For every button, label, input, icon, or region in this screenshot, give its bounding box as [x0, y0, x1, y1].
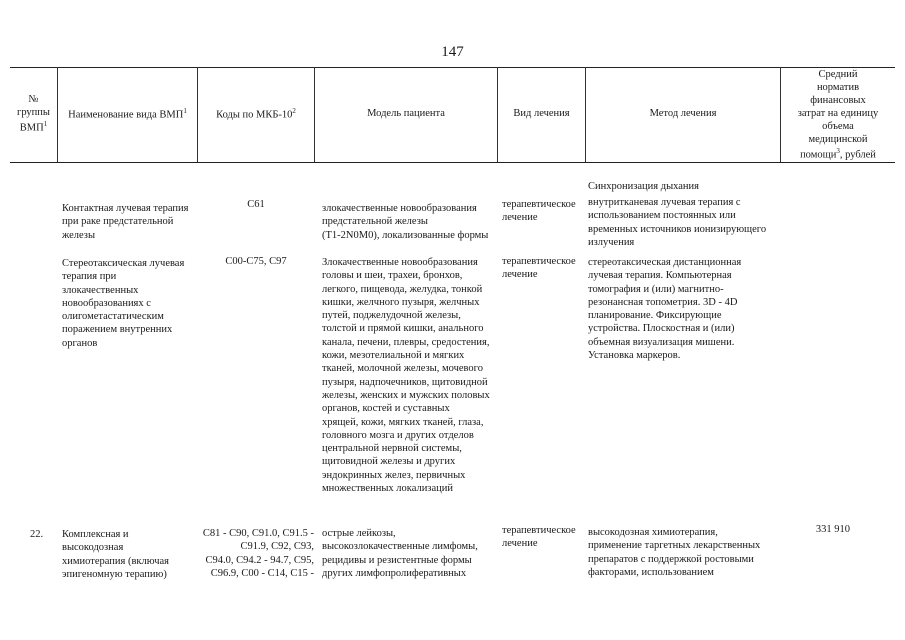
table-row-method: стереотаксическая дистанционная лучевая терапия. Компьютерная томография и (или) магнитно- резонансная топометрия. 3D - 4D планирование. Фиксирующие устройства. Плоскостная и (или) объемная визуализация мишени. Установка маркеров. [588, 257, 742, 362]
table-row-model: злокачественные новообразования предстательной железы (T1-2N0M0), локализованные формы [322, 203, 489, 241]
page-number: 147 [441, 44, 464, 60]
method-continuation: Синхронизация дыхания [588, 181, 699, 192]
header-vmp-name: Наименование вида ВМП$^1$ [68, 106, 187, 121]
table-row-name: Контактная лучевая терапия при раке предстательной железы [62, 203, 189, 241]
header-treatment-type: Вид лечения [513, 108, 570, 120]
table-row-codes: C81 - C90, C91.0, C91.5 - C91.9, C92, C93, C94.0, C94.2 - 94.7, C95, C96.9, C00 - C14, C15 - [202, 528, 314, 579]
table-row-name: Комплексная и высокодозная химиотерапия (включая эпигеномную терапию) [62, 529, 169, 580]
header-icd-codes: Коды по МКБ-$10^2$ [216, 106, 296, 121]
table-row-codes: C00-C75, C97 [225, 256, 287, 267]
header-bottom-rule [10, 162, 895, 163]
table-row-model: острые лейкозы, высокозлокачественные лимфомы, рецидивы и резистентные формы других лимфопролиферативных [322, 528, 478, 579]
table-row-cost: 331 910 [815, 524, 850, 535]
header-treatment-method: Метод лечения [649, 108, 717, 120]
header-group-number: № группы ВМП$^1$ [17, 94, 50, 134]
header-average-cost: Средний норматив финансовых затрат на единицу объема медицинской помощи$^3$, рублей [797, 68, 879, 161]
table-row-codes: C61 [247, 199, 265, 210]
table-row-treatment: терапевтическое лечение [502, 256, 576, 281]
table-row-method: высокодозная химиотерапия, применение таргетных лекарственных препаратов с поддержкой ростовыми факторами, использованием [588, 527, 761, 578]
table-row-group-number: 22. [30, 529, 44, 540]
table-row-model: Злокачественные новообразования головы и шеи, трахеи, бронхов, легкого, пищевода, желудка, тонкой кишки, желчного пузыря, желчных путей, поджелудочной железы, толстой и прямой кишки, анального канала, печени, плевры, средостения, кожи, мезотелиальной и мягких тканей, молочной железы, мочевого пузыря, надпочечников, щитовидной железы, женских и мужских половых органов, костей и суставных хрящей, кожи, мягких тканей, глаза, головного мозга и других отделов центральной нервной системы, щитовидной железы и других эндокринных желез, первичных множественных локализаций [322, 257, 490, 495]
table-row-treatment: терапевтическое лечение [502, 525, 576, 550]
header-patient-model: Модель пациента [367, 108, 445, 120]
table-row-treatment: терапевтическое лечение [502, 199, 576, 224]
table-row-method: внутритканевая лучевая терапия с использованием постоянных или временных источников ионизирующего излучения [588, 197, 767, 248]
table-row-name: Стереотаксическая лучевая терапия при злокачественных новообразованиях с олигометастатическим поражением внутренних органов [62, 258, 185, 349]
